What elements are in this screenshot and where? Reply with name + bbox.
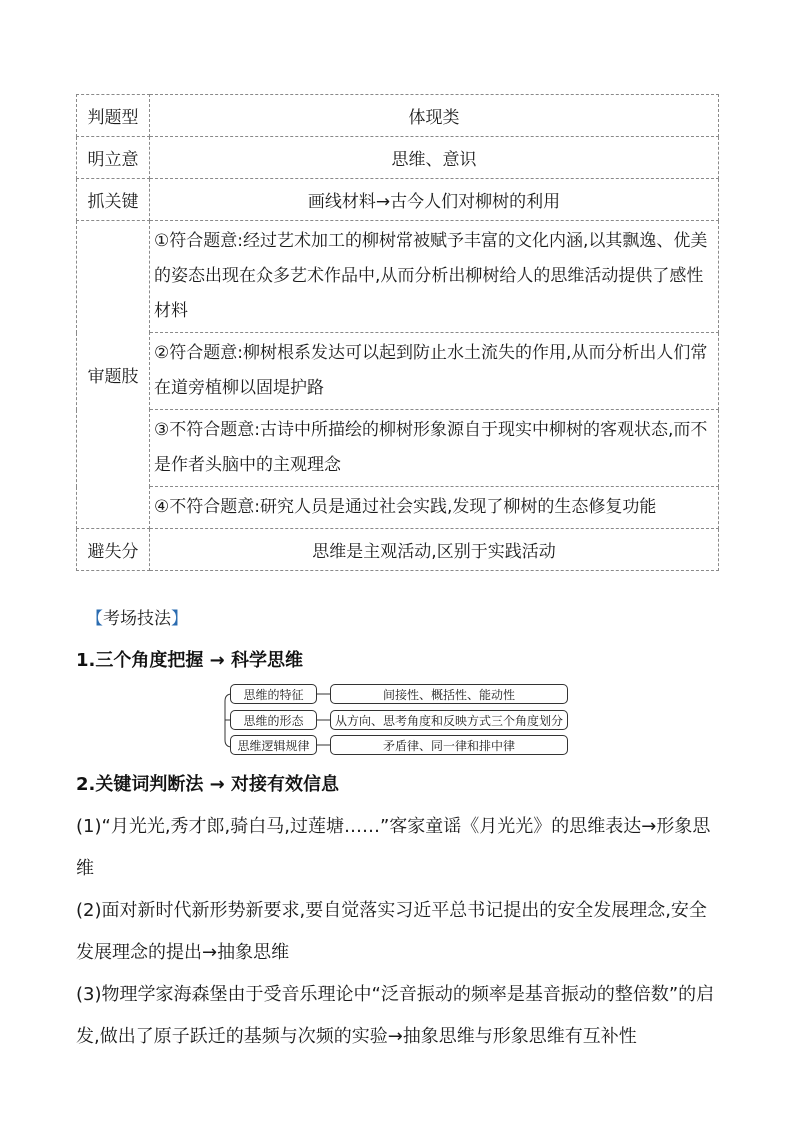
diagram-left-box: 思维的形态 xyxy=(230,710,317,730)
example-item: (2)面对新时代新形势新要求,要自觉落实习近平总书记提出的安全发展理念,安全发展理念的提出→抽象思维 xyxy=(76,900,707,963)
diagram-right-box: 从方向、思考角度和反映方式三个角度划分 xyxy=(330,710,568,730)
row-content: 画线材料→古今人们对柳树的利用 xyxy=(150,179,719,221)
analysis-table xyxy=(76,94,719,571)
row-label: 明立意 xyxy=(77,137,150,179)
diagram-left-box: 思维逻辑规律 xyxy=(230,735,317,755)
bracket-close: 】 xyxy=(171,609,188,629)
row-content: 体现类 xyxy=(150,95,719,137)
audit-label: 审题肢 xyxy=(77,221,150,529)
diagram-left-box: 思维的特征 xyxy=(230,684,317,704)
table-row xyxy=(77,179,719,221)
audit-item: ①符合题意:经过艺术加工的柳树常被赋予丰富的文化内涵,以其飘逸、优美的姿态出现在众多艺术作品中,从而分析出柳树给人的思维活动提供了感性材料 xyxy=(150,221,719,333)
table-row xyxy=(77,529,719,571)
row-label: 抓关键 xyxy=(77,179,150,221)
table-row xyxy=(77,221,719,333)
table-row xyxy=(77,137,719,179)
row-label: 判题型 xyxy=(77,95,150,137)
concept-diagram xyxy=(222,684,572,756)
table-row xyxy=(77,333,719,410)
section-title: 考场技法 xyxy=(103,609,171,629)
method1-title: 1.三个角度把握 → 科学思维 xyxy=(76,650,303,671)
method2-title: 2.关键词判断法 → 对接有效信息 xyxy=(76,774,339,795)
table-row xyxy=(77,487,719,529)
row-content: 思维、意识 xyxy=(150,137,719,179)
table-row xyxy=(77,410,719,487)
bracket-open: 【 xyxy=(86,609,103,629)
audit-item: ②符合题意:柳树根系发达可以起到防止水土流失的作用,从而分析出人们常在道旁植柳以固堤护路 xyxy=(150,333,719,410)
example-item: (1)“月光光,秀才郎,骑白马,过莲塘……”客家童谣《月光光》的思维表达→形象思维 xyxy=(76,816,711,879)
example-item: (3)物理学家海森堡由于受音乐理论中“泛音振动的频率是基音振动的整倍数”的启发,做出了原子跃迁的基频与次频的实验→抽象思维与形象思维有互补性 xyxy=(76,984,715,1047)
row-label: 避失分 xyxy=(77,529,150,571)
audit-item: ③不符合题意:古诗中所描绘的柳树形象源自于现实中柳树的客观状态,而不是作者头脑中的主观理念 xyxy=(150,410,719,487)
row-content: 思维是主观活动,区别于实践活动 xyxy=(150,529,719,571)
section-heading xyxy=(86,604,188,629)
diagram-right-box: 间接性、概括性、能动性 xyxy=(330,684,568,704)
diagram-right-box: 矛盾律、同一律和排中律 xyxy=(330,735,568,755)
audit-item: ④不符合题意:研究人员是通过社会实践,发现了柳树的生态修复功能 xyxy=(150,487,719,529)
table-row xyxy=(77,95,719,137)
